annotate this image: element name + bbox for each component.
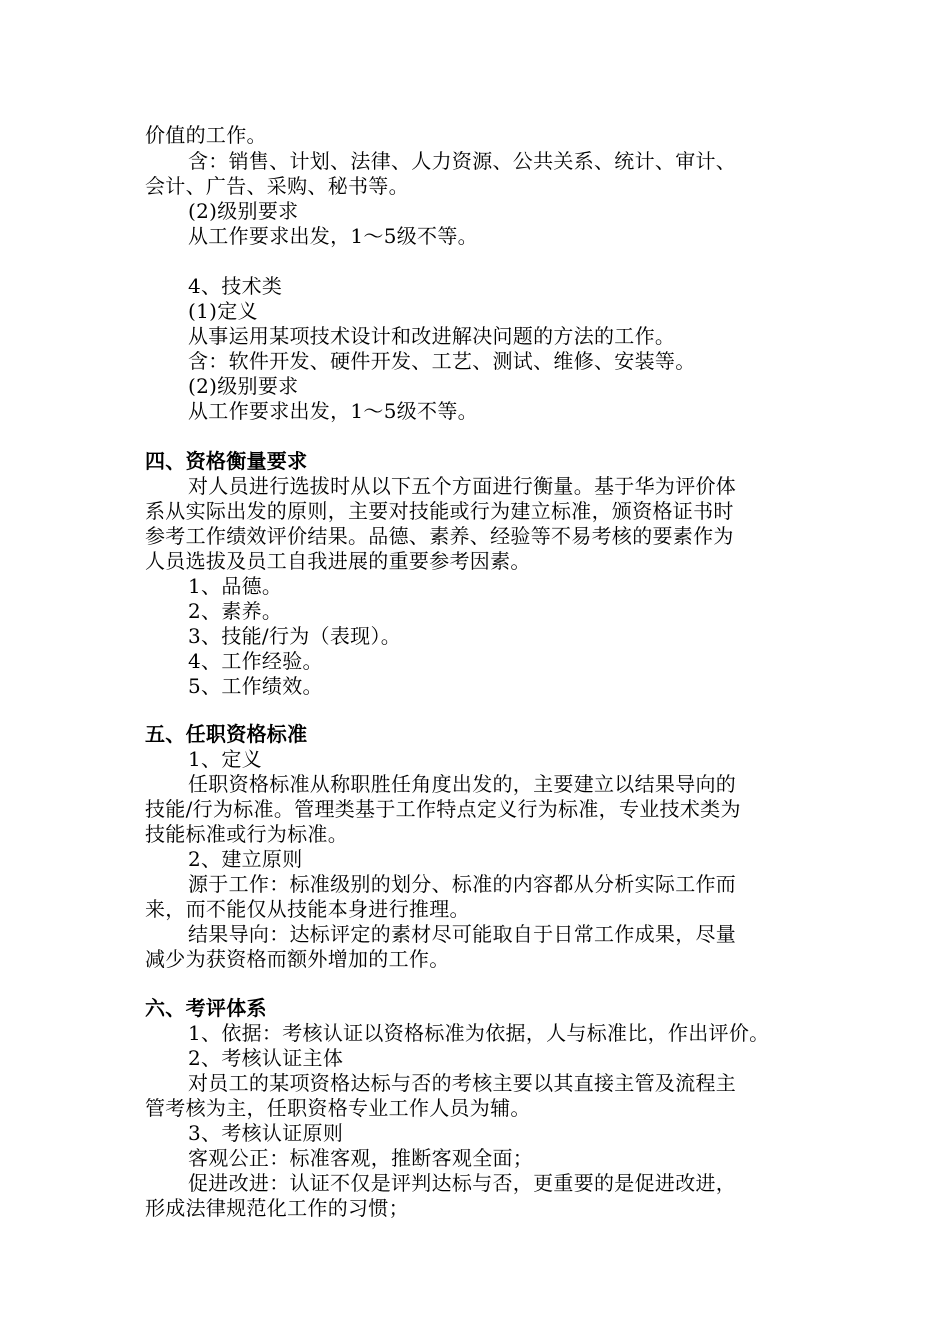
subheading: 4、技术类 bbox=[188, 274, 283, 298]
subheading: (1)定义 bbox=[188, 299, 258, 323]
paragraph-line: 会计、广告、采购、秘书等。 bbox=[145, 174, 409, 198]
paragraph-line: 含：软件开发、硬件开发、工艺、测试、维修、安装等。 bbox=[188, 349, 696, 373]
paragraph-line: 系从实际出发的原则，主要对技能或行为建立标准，颁资格证书时 bbox=[145, 499, 734, 523]
paragraph-line: 对人员进行选拔时从以下五个方面进行衡量。基于华为评价体 bbox=[188, 474, 737, 498]
paragraph-line: 人员选拔及员工自我进展的重要参考因素。 bbox=[145, 549, 531, 573]
list-item: 5、工作绩效。 bbox=[188, 674, 323, 698]
paragraph-line: 对员工的某项资格达标与否的考核主要以其直接主管及流程主 bbox=[188, 1071, 737, 1095]
paragraph-line: 结果导向：达标评定的素材尽可能取自于日常工作成果，尽量 bbox=[188, 922, 737, 946]
paragraph-line: 1、依据：考核认证以资格标准为依据，人与标准比，作出评价。 bbox=[188, 1021, 770, 1045]
paragraph-line: 含：销售、计划、法律、人力资源、公共关系、统计、审计、 bbox=[188, 149, 737, 173]
paragraph-line: 从工作要求出发，1～5级不等。 bbox=[188, 224, 478, 248]
paragraph-line: 促进改进：认证不仅是评判达标与否，更重要的是促进改进， bbox=[188, 1171, 737, 1195]
paragraph-line: 技能标准或行为标准。 bbox=[145, 822, 348, 846]
section-heading: 四、资格衡量要求 bbox=[145, 449, 308, 473]
list-item: 3、技能/行为（表现）。 bbox=[188, 624, 402, 648]
paragraph-line: 源于工作：标准级别的划分、标准的内容都从分析实际工作而 bbox=[188, 872, 737, 896]
section-heading: 六、考评体系 bbox=[145, 996, 267, 1020]
paragraph-line: 从工作要求出发，1～5级不等。 bbox=[188, 399, 478, 423]
paragraph-line: 技能/行为标准。管理类基于工作特点定义行为标准，专业技术类为 bbox=[145, 797, 741, 821]
paragraph-line: 来，而不能仅从技能本身进行推理。 bbox=[145, 897, 470, 921]
list-item: 4、工作经验。 bbox=[188, 649, 323, 673]
paragraph-line: 任职资格标准从称职胜任角度出发的，主要建立以结果导向的 bbox=[188, 772, 737, 796]
subheading: (2)级别要求 bbox=[188, 199, 299, 223]
paragraph-line: 参考工作绩效评价结果。品德、素养、经验等不易考核的要素作为 bbox=[145, 524, 734, 548]
subheading: 2、建立原则 bbox=[188, 847, 303, 871]
list-item: 1、品德。 bbox=[188, 574, 283, 598]
paragraph-line: 从事运用某项技术设计和改进解决问题的方法的工作。 bbox=[188, 324, 676, 348]
subheading: 2、考核认证主体 bbox=[188, 1046, 344, 1070]
list-item: 2、素养。 bbox=[188, 599, 283, 623]
paragraph-line: 价值的工作。 bbox=[145, 123, 267, 147]
paragraph-line: 客观公正：标准客观，推断客观全面； bbox=[188, 1146, 534, 1170]
paragraph-line: 管考核为主，任职资格专业工作人员为辅。 bbox=[145, 1096, 531, 1120]
subheading: (2)级别要求 bbox=[188, 374, 299, 398]
subheading: 3、考核认证原则 bbox=[188, 1121, 344, 1145]
subheading: 1、定义 bbox=[188, 747, 262, 771]
paragraph-line: 形成法律规范化工作的习惯； bbox=[145, 1196, 409, 1220]
section-heading: 五、任职资格标准 bbox=[145, 722, 308, 746]
paragraph-line: 减少为获资格而额外增加的工作。 bbox=[145, 947, 450, 971]
